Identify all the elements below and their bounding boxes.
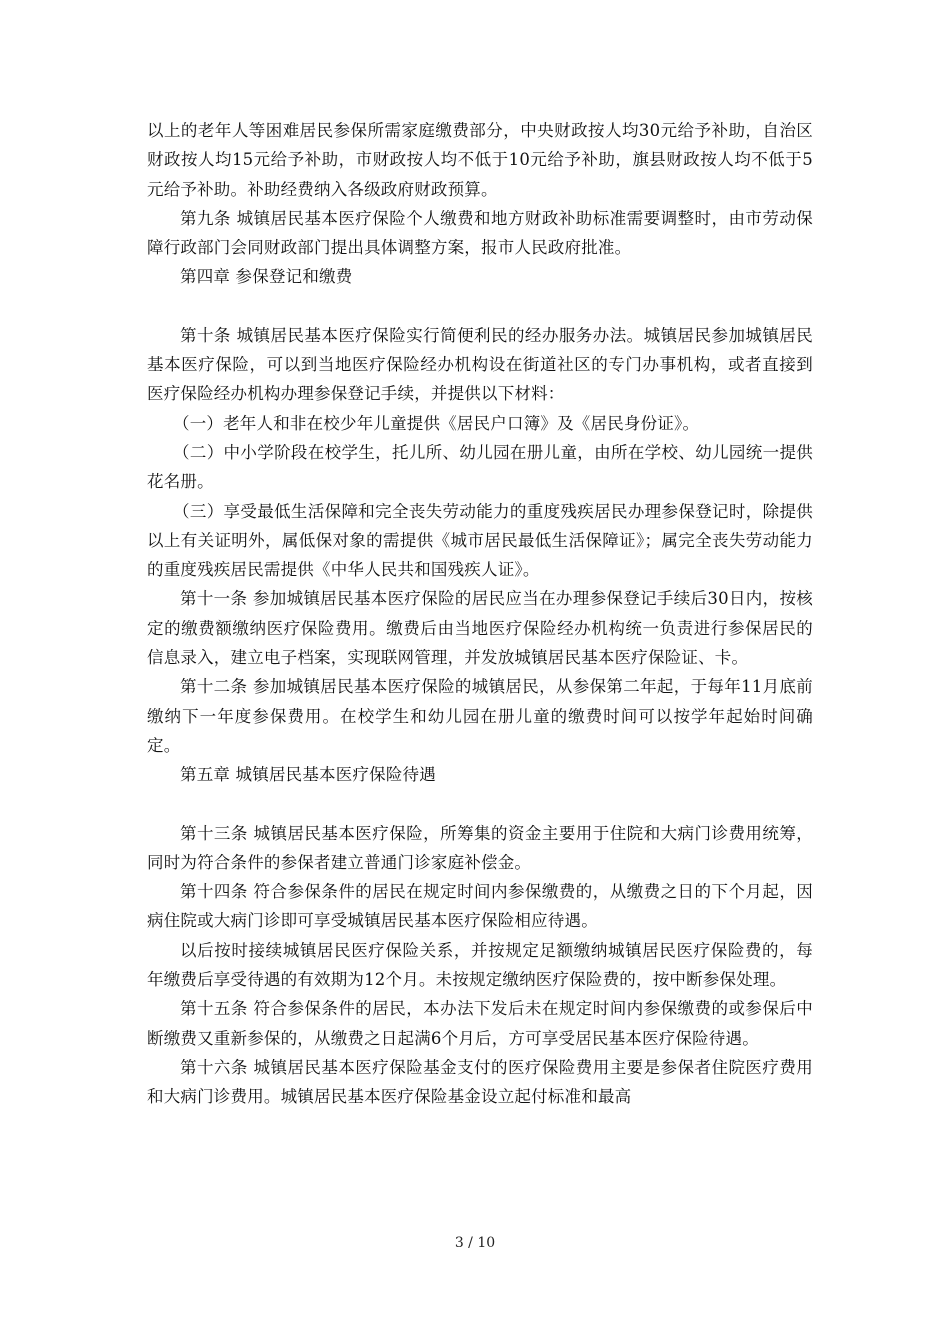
paragraph-continuation: 以上的老年人等困难居民参保所需家庭缴费部分，中央财政按人均30元给予补助，自治区财政按人均15元给予补助，市财政按人均不低于10元给予补助，旗县财政按人均不低于5元给予补助。补助经费纳入各级政府财政预算。 bbox=[147, 121, 813, 199]
article-15: 第十五条 符合参保条件的居民，本办法下发后未在规定时间内参保缴费的或参保后中断缴费又重新参保的，从缴费之日起满6个月后，方可享受居民基本医疗保险待遇。 bbox=[147, 999, 813, 1048]
article-14-continuation: 以后按时接续城镇居民医疗保险关系，并按规定足额缴纳城镇居民医疗保险费的，每年缴费后享受待遇的有效期为12个月。未按规定缴纳医疗保险费的，按中断参保处理。 bbox=[147, 940, 813, 990]
article-10: 第十条 城镇居民基本医疗保险实行简便利民的经办服务办法。城镇居民参加城镇居民基本医疗保险，可以到当地医疗保险经办机构设在街道社区的专门办事机构，或者直接到医疗保险经办机构办理参保登记手续，并提供以下材料： bbox=[147, 325, 813, 404]
chapter-4-heading: 第四章 参保登记和缴费 bbox=[180, 267, 353, 287]
article-16: 第十六条 城镇居民基本医疗保险基金支付的医疗保险费用主要是参保者住院医疗费用和大病门诊费用。城镇居民基本医疗保险基金设立起付标准和最高 bbox=[147, 1057, 813, 1107]
article-12: 第十二条 参加城镇居民基本医疗保险的城镇居民，从参保第二年起，于每年11月底前缴纳下一年度参保费用。在校学生和幼儿园在册儿童的缴费时间可以按学年起始时间确定。 bbox=[147, 677, 813, 755]
article-10-item-3: （三）享受最低生活保障和完全丧失劳动能力的重度残疾居民办理参保登记时，除提供以上有关证明外，属低保对象的需提供《城市居民最低生活保障证》；属完全丧失劳动能力的重度残疾居民需提供《中华人民共和国残疾人证》。 bbox=[147, 501, 813, 580]
document-body bbox=[147, 116, 813, 1112]
article-13: 第十三条 城镇居民基本医疗保险，所筹集的资金主要用于住院和大病门诊费用统筹，同时为符合条件的参保者建立普通门诊家庭补偿金。 bbox=[147, 823, 813, 872]
article-10-item-2: （二）中小学阶段在校学生，托儿所、幼儿园在册儿童，由所在学校、幼儿园统一提供花名册。 bbox=[147, 442, 813, 492]
chapter-5-heading: 第五章 城镇居民基本医疗保险待遇 bbox=[180, 765, 436, 785]
article-11: 第十一条 参加城镇居民基本医疗保险的居民应当在办理参保登记手续后30日内，按核定的缴费额缴纳医疗保险费用。缴费后由当地医疗保险经办机构统一负责进行参保居民的信息录入，建立电子档案，实现联网管理，并发放城镇居民基本医疗保险证、卡。 bbox=[147, 589, 813, 668]
article-9: 第九条 城镇居民基本医疗保险个人缴费和地方财政补助标准需要调整时，由市劳动保障行政部门会同财政部门提出具体调整方案，报市人民政府批准。 bbox=[147, 208, 813, 258]
page-number: 3 / 10 bbox=[454, 1235, 496, 1251]
article-14: 第十四条 符合参保条件的居民在规定时间内参保缴费的，从缴费之日的下个月起，因病住院或大病门诊即可享受城镇居民基本医疗保险相应待遇。 bbox=[147, 882, 813, 931]
article-10-item-1: （一）老年人和非在校少年儿童提供《居民户口簿》及《居民身份证》。 bbox=[173, 413, 700, 433]
